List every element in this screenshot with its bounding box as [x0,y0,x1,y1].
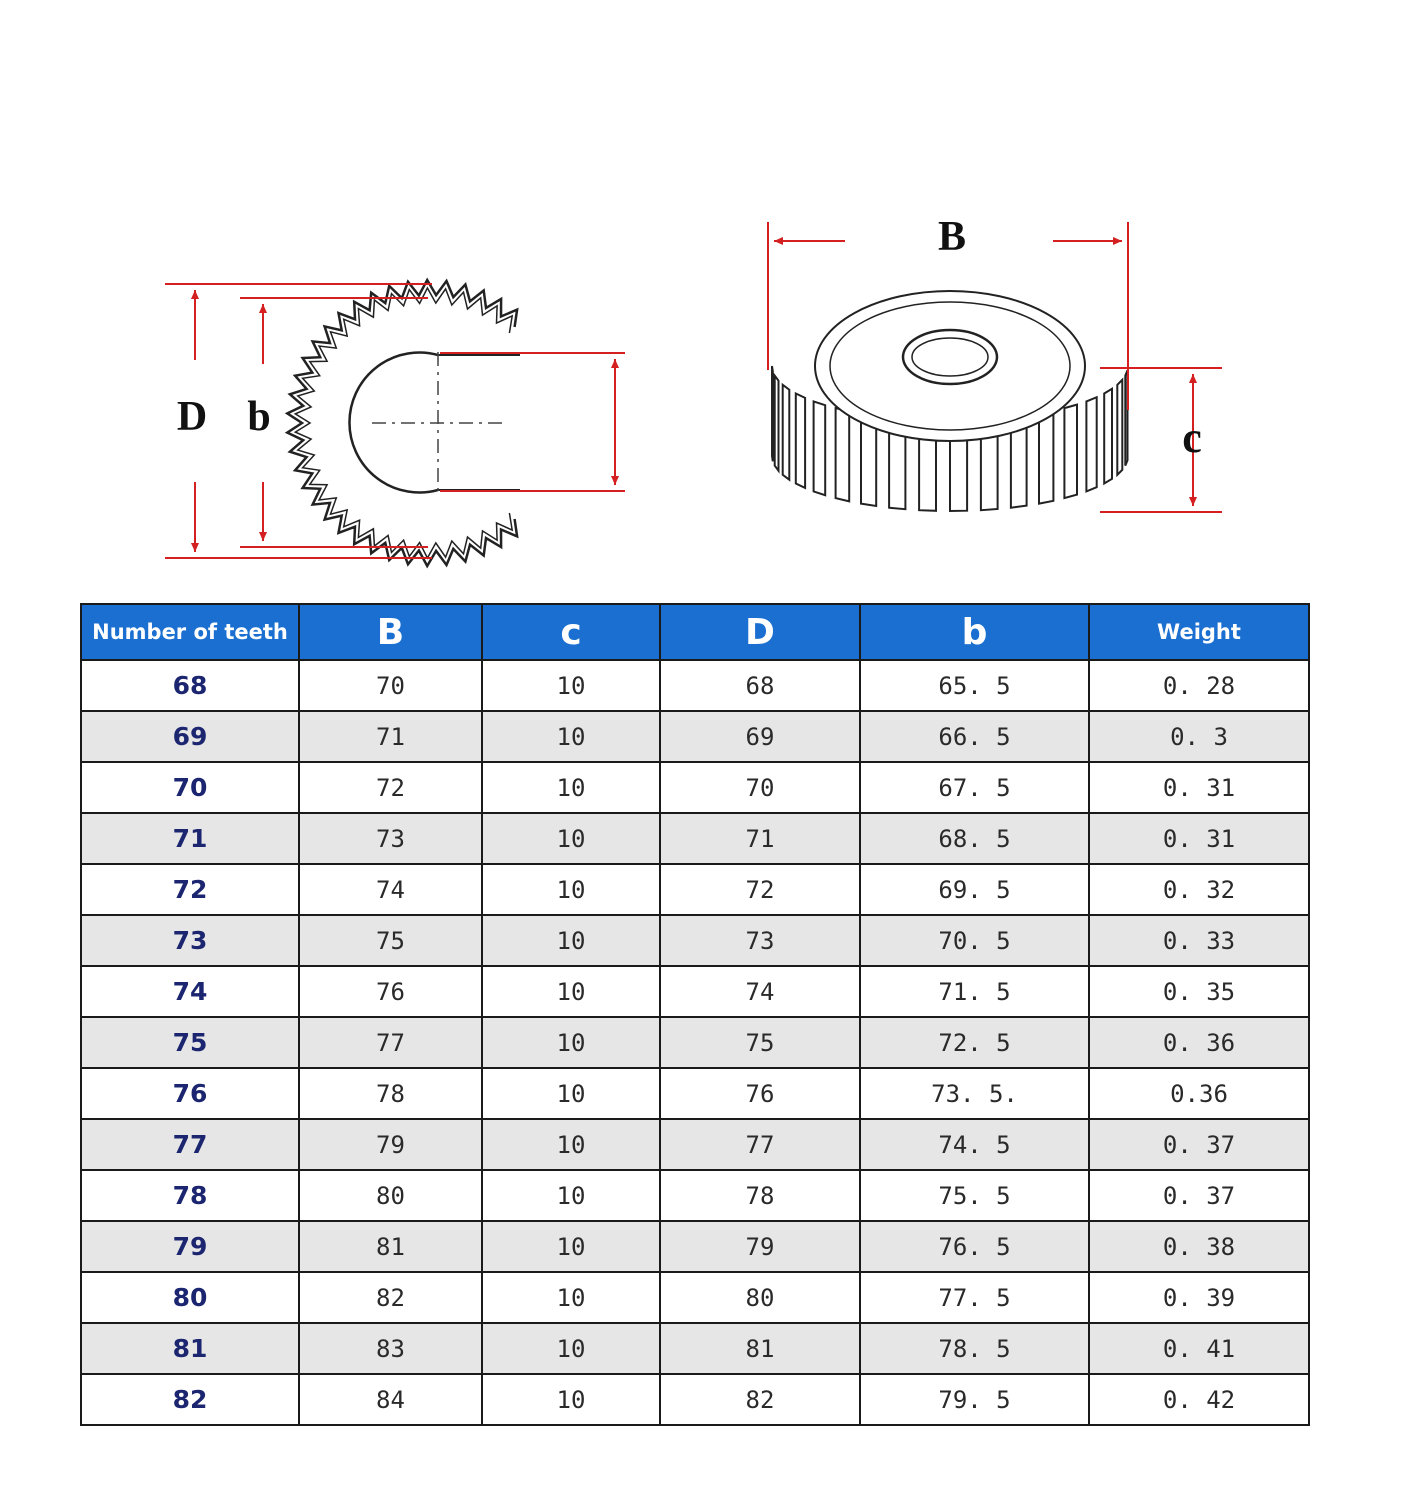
cell-teeth: 73 [81,915,299,966]
cell-c: 10 [482,864,660,915]
cell-weight: 0. 28 [1089,660,1309,711]
cell-D: 80 [660,1272,860,1323]
cell-c: 10 [482,1068,660,1119]
table-row [81,660,1309,711]
cell-D: 70 [660,762,860,813]
table-row [81,1119,1309,1170]
cell-c: 10 [482,1221,660,1272]
cell-teeth: 72 [81,864,299,915]
cell-B: 76 [299,966,482,1017]
front-view-dimensions [165,284,625,558]
gear-spec-table [80,603,1310,1426]
cell-D: 71 [660,813,860,864]
cell-weight: 0. 41 [1089,1323,1309,1374]
cell-B: 83 [299,1323,482,1374]
cell-b: 74. 5 [860,1119,1089,1170]
table-header-row [81,604,1309,660]
table-row [81,1323,1309,1374]
header-weight: Weight [1089,604,1309,660]
cell-teeth: 78 [81,1170,299,1221]
cell-c: 10 [482,813,660,864]
table-row [81,966,1309,1017]
table-row [81,1221,1309,1272]
cell-B: 77 [299,1017,482,1068]
header-b: b [860,604,1089,660]
cell-b: 79. 5 [860,1374,1089,1425]
cell-weight: 0. 31 [1089,813,1309,864]
header-D: D [660,604,860,660]
table-row [81,864,1309,915]
cell-weight: 0. 31 [1089,762,1309,813]
cell-D: 78 [660,1170,860,1221]
table-row [81,1017,1309,1068]
cell-b: 70. 5 [860,915,1089,966]
cell-B: 79 [299,1119,482,1170]
cell-D: 81 [660,1323,860,1374]
cell-D: 73 [660,915,860,966]
cell-B: 71 [299,711,482,762]
cell-weight: 0. 37 [1089,1170,1309,1221]
cell-teeth: 74 [81,966,299,1017]
cell-weight: 0. 3 [1089,711,1309,762]
cell-b: 67. 5 [860,762,1089,813]
cell-weight: 0. 37 [1089,1119,1309,1170]
table-row [81,915,1309,966]
cell-weight: 0. 32 [1089,864,1309,915]
header-number-of-teeth: Number of teeth [81,604,299,660]
cell-c: 10 [482,915,660,966]
cell-c: 10 [482,966,660,1017]
table-body [81,660,1309,1425]
table-row [81,711,1309,762]
cell-teeth: 69 [81,711,299,762]
cell-c: 10 [482,1119,660,1170]
table-row [81,1068,1309,1119]
cell-teeth: 70 [81,762,299,813]
cell-c: 10 [482,1272,660,1323]
cell-b: 66. 5 [860,711,1089,762]
table-row [81,1272,1309,1323]
cell-B: 74 [299,864,482,915]
cell-B: 84 [299,1374,482,1425]
cell-D: 74 [660,966,860,1017]
cell-c: 10 [482,711,660,762]
cell-D: 79 [660,1221,860,1272]
cell-D: 72 [660,864,860,915]
gear-dimension-diagram [0,0,1404,600]
cell-teeth: 81 [81,1323,299,1374]
cell-teeth: 76 [81,1068,299,1119]
cell-B: 82 [299,1272,482,1323]
cell-B: 70 [299,660,482,711]
front-view-gear [287,280,520,566]
dimension-label-D: D [176,394,208,440]
header-B: B [299,604,482,660]
cell-b: 72. 5 [860,1017,1089,1068]
dimension-label-c: c [1182,413,1202,462]
cell-weight: 0. 35 [1089,966,1309,1017]
cell-teeth: 75 [81,1017,299,1068]
cell-b: 77. 5 [860,1272,1089,1323]
cell-B: 75 [299,915,482,966]
cell-weight: 0.36 [1089,1068,1309,1119]
table-row [81,1170,1309,1221]
cell-teeth: 82 [81,1374,299,1425]
cell-weight: 0. 39 [1089,1272,1309,1323]
dimension-label-B: B [937,214,967,260]
cell-c: 10 [482,762,660,813]
cell-D: 82 [660,1374,860,1425]
cell-weight: 0. 33 [1089,915,1309,966]
cell-B: 78 [299,1068,482,1119]
table-row [81,762,1309,813]
cell-c: 10 [482,1170,660,1221]
header-c: c [482,604,660,660]
cell-b: 69. 5 [860,864,1089,915]
cell-weight: 0. 42 [1089,1374,1309,1425]
cell-D: 69 [660,711,860,762]
cell-teeth: 71 [81,813,299,864]
cell-teeth: 68 [81,660,299,711]
cell-B: 73 [299,813,482,864]
cell-B: 72 [299,762,482,813]
cell-c: 10 [482,660,660,711]
cell-D: 77 [660,1119,860,1170]
cell-b: 68. 5 [860,813,1089,864]
table-row [81,1374,1309,1425]
cell-b: 78. 5 [860,1323,1089,1374]
cell-c: 10 [482,1374,660,1425]
cell-D: 76 [660,1068,860,1119]
cell-c: 10 [482,1017,660,1068]
cell-c: 10 [482,1323,660,1374]
cell-D: 75 [660,1017,860,1068]
table-row [81,813,1309,864]
cell-b: 73. 5. [860,1068,1089,1119]
side-view-gear [772,291,1128,511]
cell-teeth: 79 [81,1221,299,1272]
cell-b: 71. 5 [860,966,1089,1017]
cell-B: 81 [299,1221,482,1272]
cell-weight: 0. 38 [1089,1221,1309,1272]
dimension-label-b: b [247,394,271,440]
cell-b: 76. 5 [860,1221,1089,1272]
cell-teeth: 77 [81,1119,299,1170]
cell-D: 68 [660,660,860,711]
cell-b: 65. 5 [860,660,1089,711]
cell-weight: 0. 36 [1089,1017,1309,1068]
cell-B: 80 [299,1170,482,1221]
cell-teeth: 80 [81,1272,299,1323]
cell-b: 75. 5 [860,1170,1089,1221]
